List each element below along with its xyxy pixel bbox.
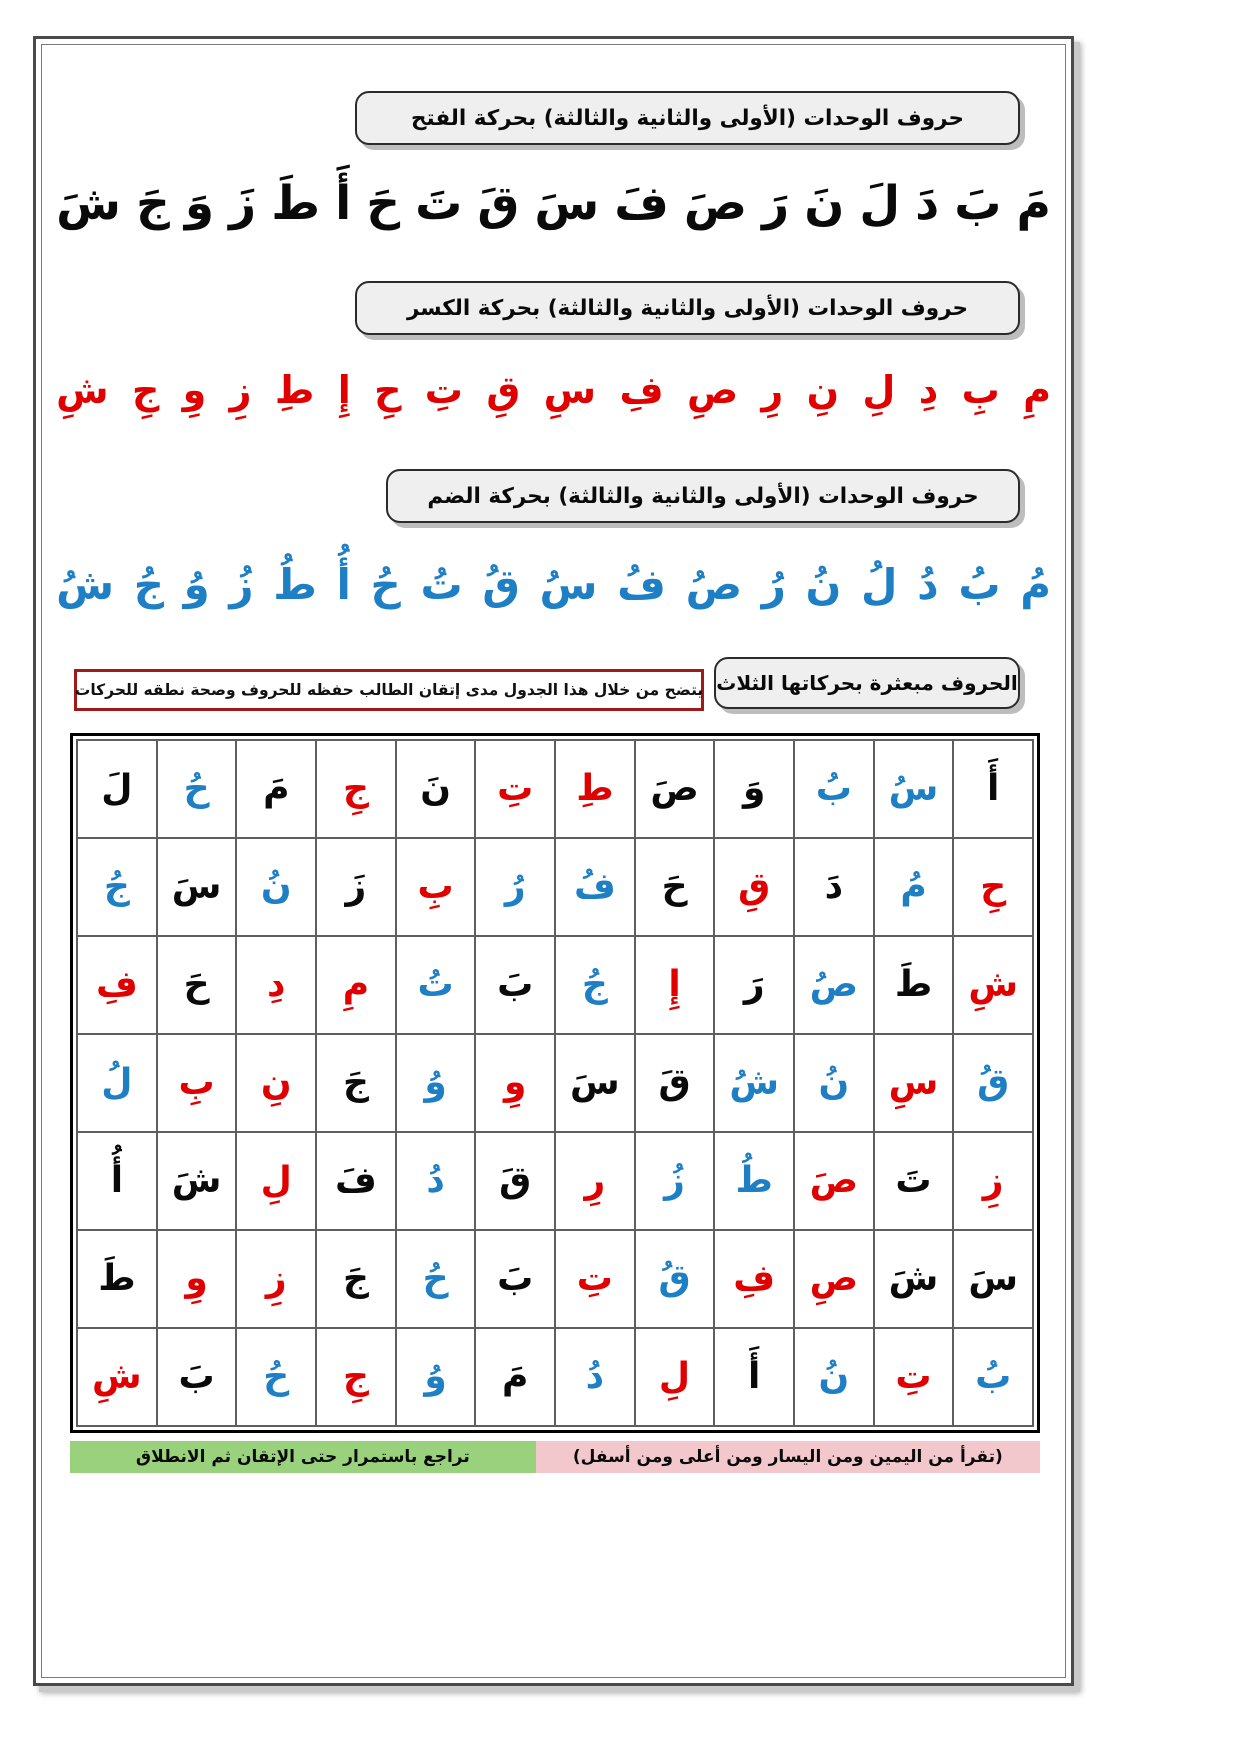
footer-review-note [70,1441,536,1473]
heading-card-kasra [355,281,1020,335]
letter-cell[interactable]: بَ [157,1328,237,1426]
letter-cell[interactable]: دُ [396,1132,476,1230]
letter-cell[interactable]: بِ [396,838,476,936]
letter-cell[interactable]: قُ [953,1034,1033,1132]
letter-cell[interactable]: لِ [236,1132,316,1230]
letter-kasra: وِ [182,368,207,412]
letter-kasra: بِ [961,368,1000,412]
letter-cell[interactable]: نُ [794,1034,874,1132]
letter-kasra: جِ [131,368,160,412]
letter-kasra: دِ [918,368,939,412]
letter-cell[interactable]: جُ [77,838,157,936]
letter-cell[interactable]: حِ [953,838,1033,936]
letter-damma: رُ [761,559,786,609]
letter-kasra: صِ [686,368,739,412]
letter-damma: شُ [56,559,115,609]
letter-cell[interactable]: لِ [635,1328,715,1426]
letter-cell[interactable]: نَ [396,740,476,838]
letter-kasra: رِ [761,368,784,412]
letter-kasra: فِ [619,368,664,412]
letter-kasra: لِ [862,368,896,412]
letter-cell[interactable]: أُ [77,1132,157,1230]
letter-damma: نُ [805,559,842,609]
letter-damma: أُ [336,559,351,609]
letter-cell[interactable]: جِ [316,1328,396,1426]
letter-cell[interactable]: رِ [555,1132,635,1230]
letter-cell[interactable]: بَ [475,936,555,1034]
footer-reading-direction [536,1441,1040,1473]
letter-cell[interactable]: حُ [236,1328,316,1426]
letter-cell[interactable]: شَ [874,1230,954,1328]
letter-cell[interactable]: صَ [794,1132,874,1230]
letter-damma: طُ [273,559,317,609]
table-row [77,1328,1033,1426]
letter-cell[interactable]: فِ [714,1230,794,1328]
letter-cell[interactable]: سَ [953,1230,1033,1328]
letter-cell[interactable]: دِ [236,936,316,1034]
worksheet-page [33,36,1074,1686]
letter-cell[interactable]: حَ [635,838,715,936]
letter-cell[interactable]: طَ [77,1230,157,1328]
letter-damma: حُ [370,559,401,609]
letter-cell[interactable]: أَ [953,740,1033,838]
letter-kasra: شِ [56,368,109,412]
letter-cell[interactable]: دُ [555,1328,635,1426]
letter-cell[interactable]: جَ [316,1034,396,1132]
letter-kasra: نِ [806,368,840,412]
letter-cell[interactable]: مِ [316,936,396,1034]
letter-cell[interactable]: حُ [396,1230,476,1328]
heading-text-fatha: حروف الوحدات (الأولى والثانية والثالثة) بحركة الفتح [411,105,964,131]
letter-row-damma [56,545,1051,623]
letter-damma: بُ [958,559,1001,609]
letter-cell[interactable]: شِ [77,1328,157,1426]
letter-damma: لُ [861,559,898,609]
letter-fatha: نَ [804,175,845,231]
letter-cell[interactable]: نُ [794,1328,874,1426]
letter-cell[interactable]: زُ [635,1132,715,1230]
letter-cell[interactable]: قَ [475,1132,555,1230]
letter-cell[interactable]: سَ [157,838,237,936]
letter-cell[interactable]: زَ [316,838,396,936]
letter-fatha: طَ [271,175,321,231]
letter-cell[interactable]: لَ [77,740,157,838]
letter-cell[interactable]: وُ [396,1034,476,1132]
letter-fatha: وَ [184,175,215,231]
letter-row-fatha [56,163,1051,243]
letter-cell[interactable]: وُ [396,1328,476,1426]
letter-fatha: زَ [229,175,257,231]
letter-cell[interactable]: زِ [953,1132,1033,1230]
letter-damma: وُ [183,559,210,609]
instruction-note-box [74,669,704,711]
letter-damma: سُ [539,559,598,609]
letter-fatha: شَ [56,175,121,231]
letter-cell[interactable]: مُ [874,838,954,936]
table-row [77,1132,1033,1230]
letter-fatha: صَ [683,175,748,231]
heading-text-damma: حروف الوحدات (الأولى والثانية والثالثة) بحركة الضم [427,483,979,509]
letter-cell[interactable]: نِ [236,1034,316,1132]
letter-cell[interactable]: دَ [794,838,874,936]
letter-cell[interactable]: تِ [555,1230,635,1328]
letter-cell[interactable]: لُ [77,1034,157,1132]
letter-cell[interactable]: سِ [874,1034,954,1132]
letter-cell[interactable]: نُ [236,838,316,936]
letter-damma: زُ [229,559,254,609]
letter-cell[interactable]: صُ [794,936,874,1034]
letter-cell[interactable]: سُ [874,740,954,838]
letter-cell[interactable]: بُ [794,740,874,838]
letter-kasra: حِ [374,368,402,412]
letter-cell[interactable]: بُ [953,1328,1033,1426]
letter-cell[interactable]: وَ [714,740,794,838]
letter-cell[interactable]: جُ [555,936,635,1034]
letter-fatha: لَ [859,175,901,231]
letter-fatha: دَ [915,175,940,231]
letter-cell[interactable]: صِ [794,1230,874,1328]
letter-cell[interactable]: مَ [236,740,316,838]
letter-kasra: سِ [543,368,597,412]
letter-damma: صُ [685,559,743,609]
letter-kasra: إِ [337,368,351,412]
letter-cell[interactable]: تُ [396,936,476,1034]
letter-cell[interactable]: تِ [874,1328,954,1426]
letter-cell[interactable]: حُ [157,740,237,838]
letter-fatha: بَ [954,175,1002,231]
letter-fatha: مَ [1016,175,1051,231]
footer-bar [70,1441,1040,1473]
letter-kasra: مِ [1023,368,1051,412]
letter-cell[interactable]: قَ [635,1034,715,1132]
letter-damma: دُ [917,559,939,609]
heading-text-kasra: حروف الوحدات (الأولى والثانية والثالثة) بحركة الكسر [407,295,968,321]
letter-cell[interactable]: بَ [475,1230,555,1328]
letter-fatha: تَ [415,175,463,231]
letter-cell[interactable]: شِ [953,936,1033,1034]
letter-cell[interactable]: شَ [157,1132,237,1230]
letter-cell[interactable]: قُ [635,1230,715,1328]
letter-kasra: قِ [486,368,521,412]
table-row [77,1230,1033,1328]
heading-text-scattered: الحروف مبعثرة بحركاتها الثلاث [716,671,1018,695]
letter-cell[interactable]: جَ [316,1230,396,1328]
letter-cell[interactable]: تَ [874,1132,954,1230]
letter-cell[interactable]: رَ [714,936,794,1034]
letter-cell[interactable]: طَ [874,936,954,1034]
letter-cell[interactable]: مَ [475,1328,555,1426]
letter-cell[interactable]: صَ [635,740,715,838]
letter-cell[interactable]: سَ [555,1034,635,1132]
table-row [77,740,1033,838]
table-row [77,936,1033,1034]
footer-review-note-text: تراجع باستمرار حتى الإتقان ثم الانطلاق [135,1447,470,1467]
letter-fatha: فَ [614,175,669,231]
table-row [77,1034,1033,1132]
letter-cell[interactable]: فَ [316,1132,396,1230]
letter-fatha: سَ [534,175,600,231]
heading-card-scattered [714,657,1020,709]
letter-fatha: رَ [762,175,790,231]
letter-cell[interactable]: رُ [475,838,555,936]
letter-cell[interactable]: طُ [714,1132,794,1230]
table-row [77,838,1033,936]
letter-cell[interactable]: بِ [157,1034,237,1132]
heading-card-damma [386,469,1020,523]
letter-cell[interactable]: جِ [316,740,396,838]
letter-damma: قُ [482,559,520,609]
letter-cell[interactable]: حَ [157,936,237,1034]
letter-cell[interactable]: تِ [475,740,555,838]
letter-damma: مُ [1020,559,1051,609]
letter-kasra: تِ [424,368,463,412]
letter-kasra: زِ [229,368,252,412]
letter-fatha: حَ [366,175,401,231]
letter-row-kasra [56,355,1051,425]
letter-cell[interactable]: شُ [714,1034,794,1132]
letter-damma: جُ [133,559,165,609]
letter-cell[interactable]: أَ [714,1328,794,1426]
worksheet-inner-frame [41,44,1066,1678]
letter-cell[interactable]: قِ [714,838,794,936]
letter-cell[interactable]: وِ [157,1230,237,1328]
letter-kasra: طِ [274,368,315,412]
letters-table [76,739,1034,1427]
letter-fatha: أَ [335,175,352,231]
letter-cell[interactable]: فِ [77,936,157,1034]
letter-cell[interactable]: زِ [236,1230,316,1328]
letter-fatha: قَ [477,175,520,231]
footer-reading-direction-text: (تقرأ من اليمين ومن اليسار ومن أعلى ومن أسفل) [572,1447,1003,1467]
heading-card-fatha [355,91,1020,145]
scattered-letters-grid [70,733,1040,1433]
instruction-note-text: يتضح من خلال هذا الجدول مدى إتقان الطالب حفظه للحروف وصحة نطقه للحركات [74,681,704,699]
letter-fatha: جَ [136,175,170,231]
letter-cell[interactable]: إِ [635,936,715,1034]
letter-damma: تُ [420,559,463,609]
letter-damma: فُ [617,559,666,609]
letter-cell[interactable]: فُ [555,838,635,936]
letter-cell[interactable]: وِ [475,1034,555,1132]
letter-cell[interactable]: طِ [555,740,635,838]
